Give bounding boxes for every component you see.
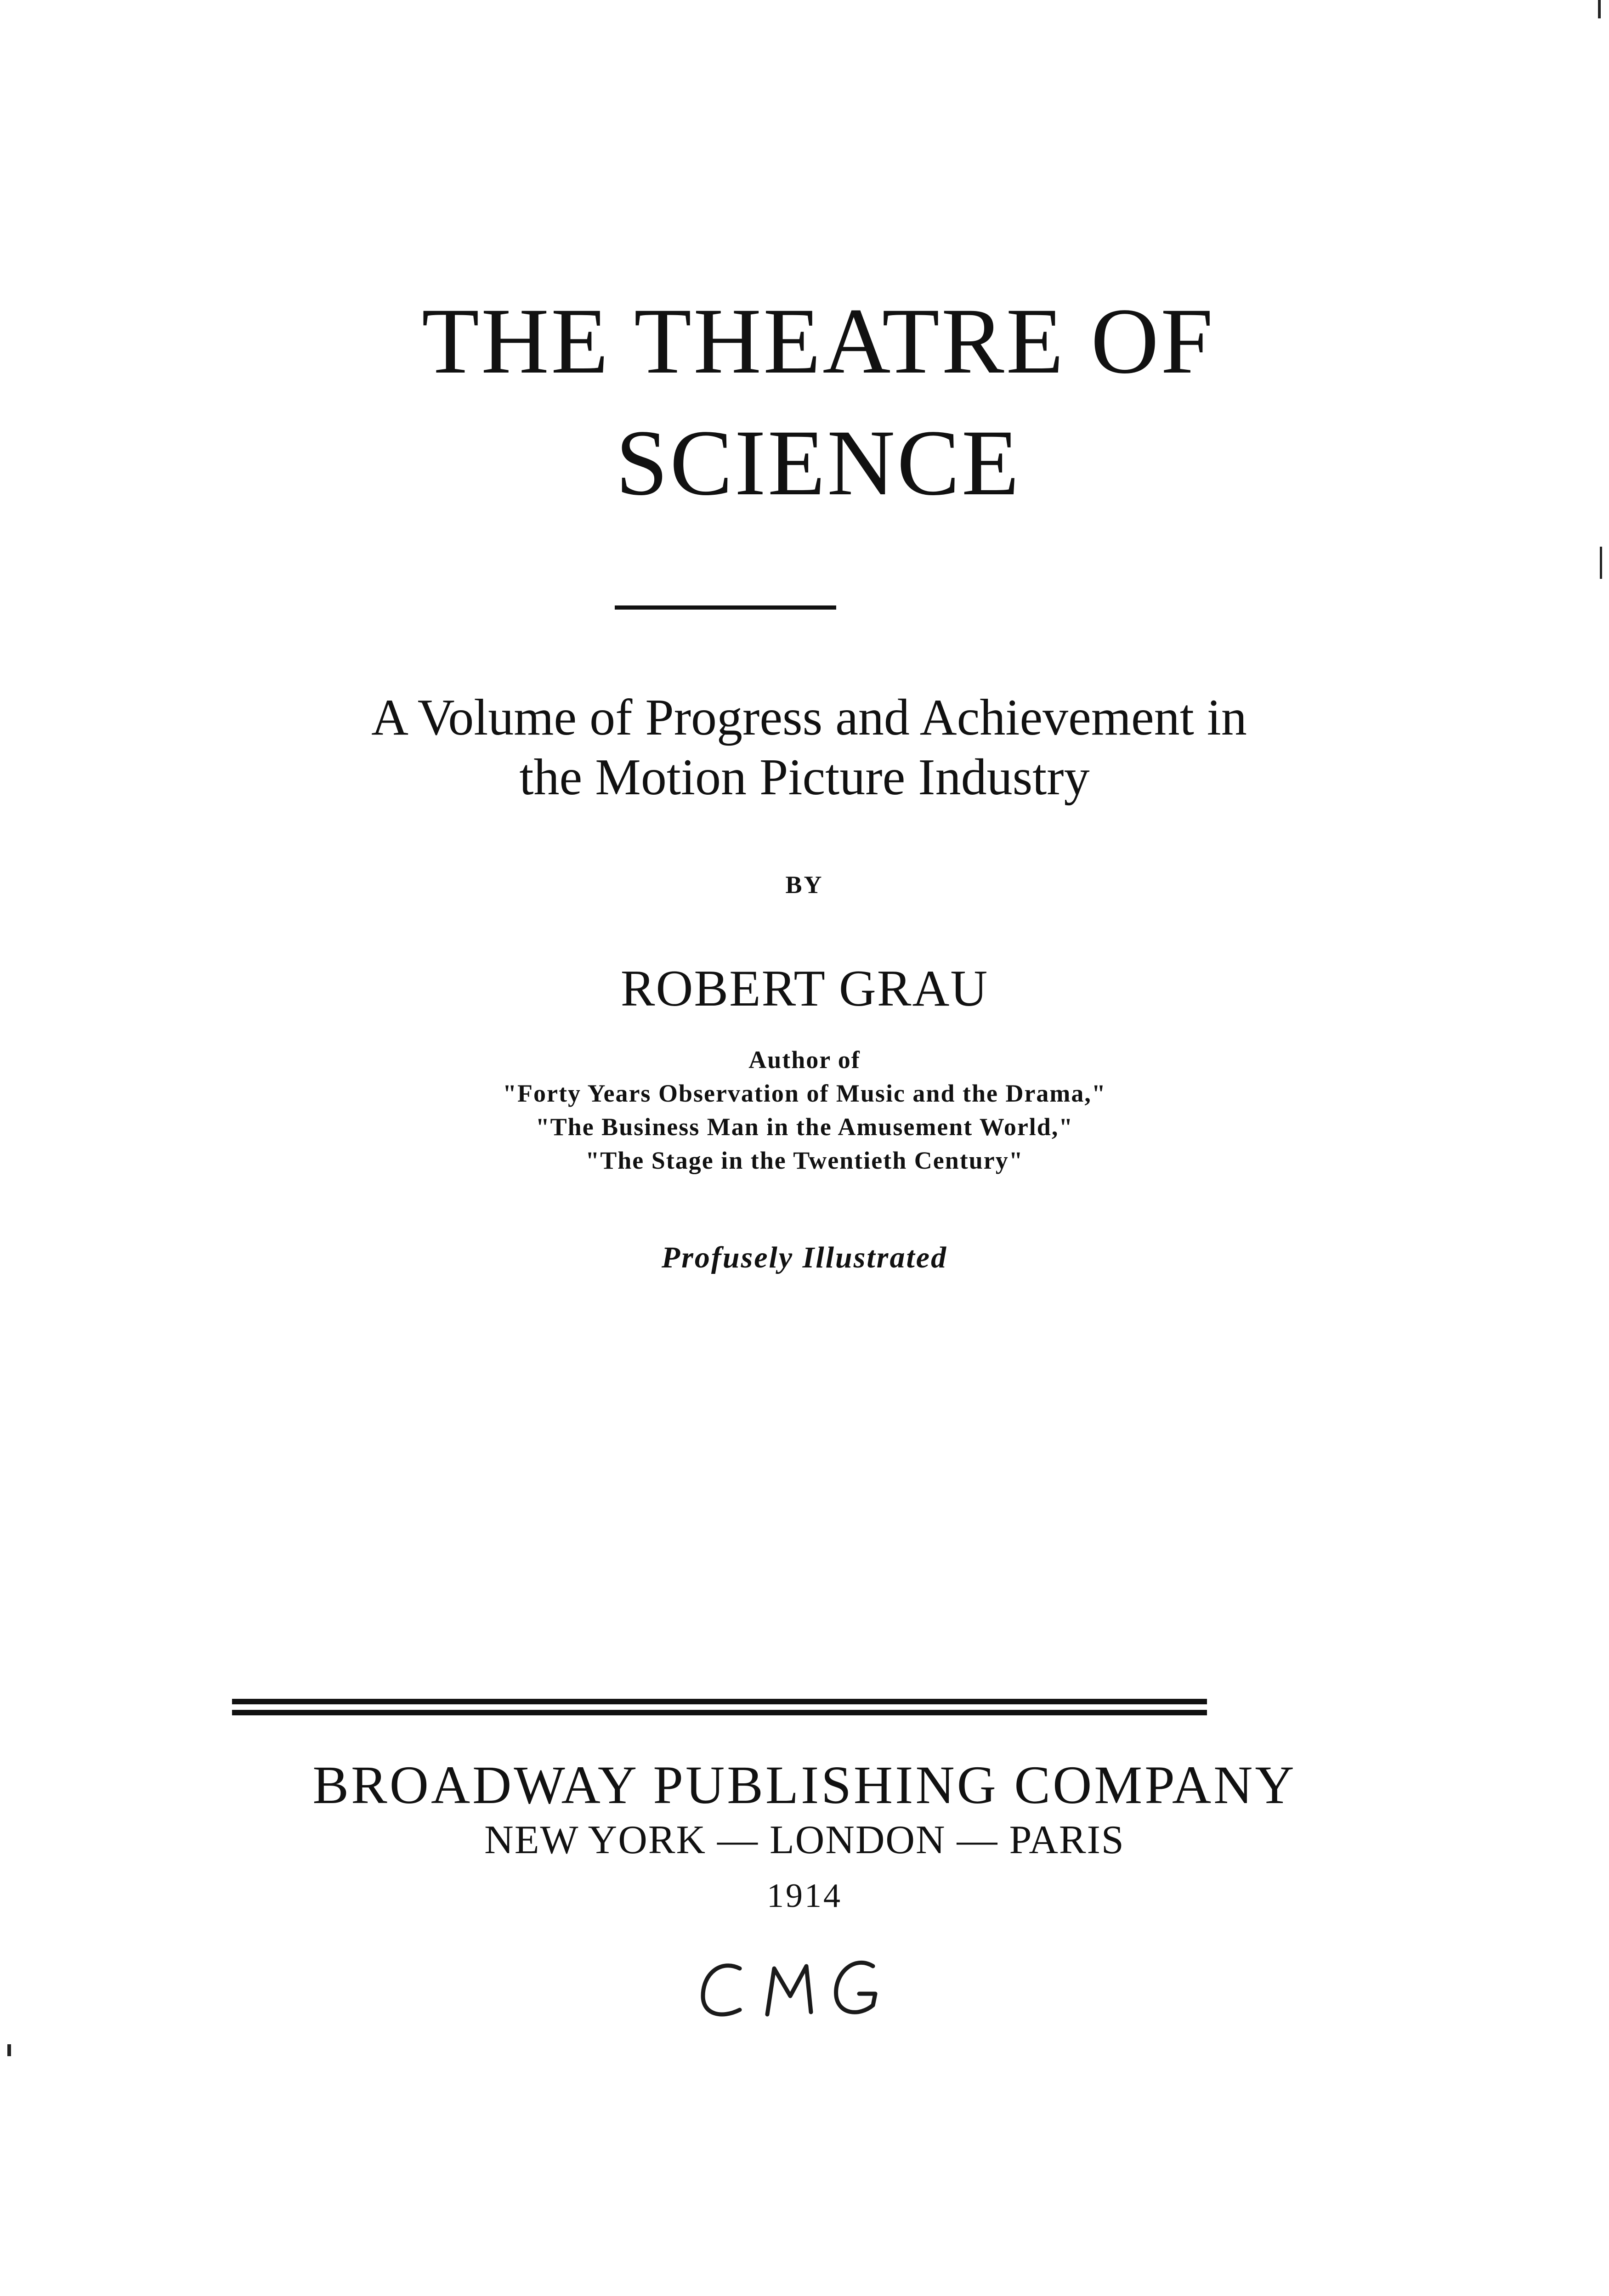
- publisher-name: BROADWAY PUBLISHING COMPANY: [312, 1755, 1297, 1815]
- author-of-label: Author of: [748, 1046, 861, 1074]
- previous-work-3: "The Stage in the Twentieth Century": [585, 1147, 1024, 1174]
- subtitle-line-1: A Volume of Progress and Achievement in: [371, 689, 1247, 746]
- previous-work-1: "Forty Years Observation of Music and the Drama,": [503, 1080, 1106, 1107]
- scan-mark: [1600, 547, 1602, 579]
- book-title-line-1: THE THEATRE OF: [421, 289, 1215, 393]
- publisher-rule-bottom: [232, 1710, 1207, 1715]
- previous-work-2: "The Business Man in the Amusement World,": [535, 1113, 1074, 1141]
- subtitle-line-2: the Motion Picture Industry: [519, 749, 1090, 806]
- publication-year: 1914: [767, 1877, 842, 1915]
- book-title-line-2: SCIENCE: [615, 411, 1021, 515]
- scan-mark: [1598, 0, 1601, 18]
- scan-mark: [7, 2044, 11, 2056]
- title-divider: [615, 605, 836, 610]
- publisher-cities: NEW YORK — LONDON — PARIS: [484, 1818, 1125, 1862]
- by-label: BY: [785, 871, 824, 899]
- author-name: ROBERT GRAU: [620, 960, 989, 1017]
- handwritten-initials: [671, 1941, 910, 2033]
- illustration-note: Profusely Illustrated: [661, 1241, 948, 1274]
- publisher-rule-top: [232, 1699, 1207, 1704]
